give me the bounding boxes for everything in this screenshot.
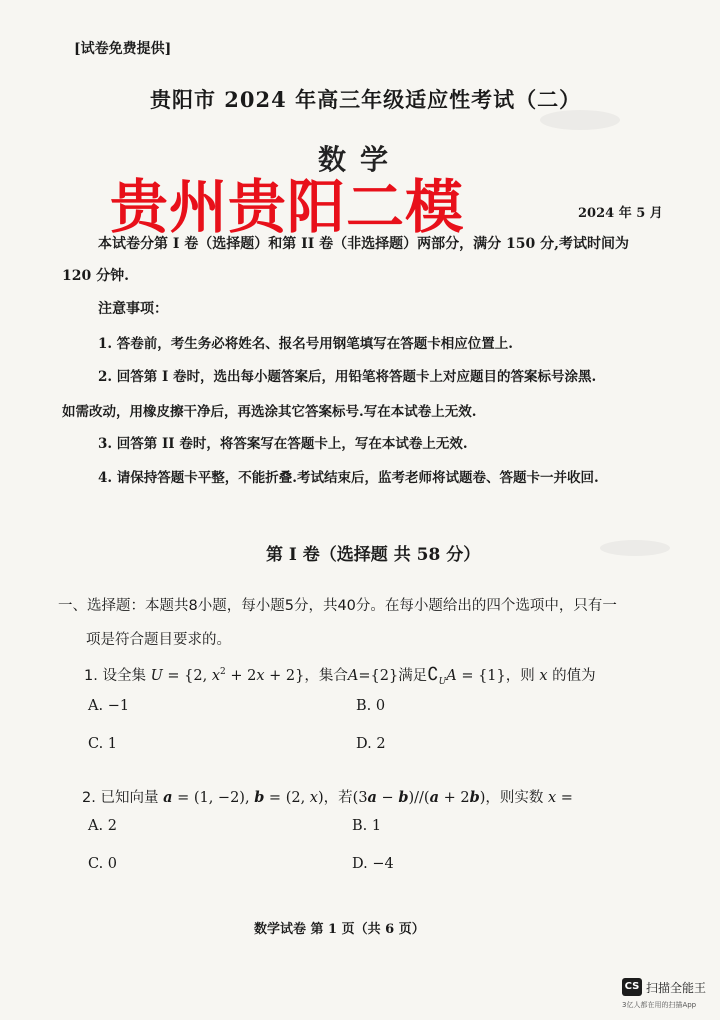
- notice-item-3: 3. 回答第 II 卷时，将答案写在答题卡上，写在本试卷上无效.: [98, 436, 468, 452]
- notice-heading: 注意事项：: [98, 301, 168, 317]
- subject-title: 数学: [318, 143, 403, 176]
- camscanner-tagline: 3亿人都在用的扫描App: [622, 1001, 697, 1009]
- option-1c[interactable]: C. 1: [88, 736, 118, 752]
- page-footer: 数学试卷 第 1 页（共 6 页）: [254, 922, 425, 937]
- free-tag: [试卷免费提供]: [74, 41, 172, 57]
- exam-title: 贵阳市 2024 年高三年级适应性考试（二）: [150, 87, 582, 112]
- question-1-stem: 1. 设全集 U = {2, $x^2 + 2x + 2$}，集合A={2}满足$∁_UA = \{1\}$，则 x 的值为: [84, 664, 596, 687]
- section-instruction-2: 项是符合题目要求的。: [86, 632, 231, 648]
- question-2-stem: 2. 已知向量 a = (1, −2), b = (2, x)，若(3a − b)//(a + 2b)，则实数 x =: [82, 789, 573, 806]
- notice-item-2: 2. 回答第 I 卷时，选出每小题答案后，用铅笔将答题卡上对应题目的答案标号涂黑.: [98, 369, 597, 385]
- section-instruction-1: 一、选择题：本题共8小题，每小题5分，共40分。在每小题给出的四个选项中，只有一: [58, 598, 617, 614]
- option-2a[interactable]: A. 2: [88, 818, 117, 834]
- intro-line-2: 120 分钟.: [62, 268, 129, 284]
- camscanner-name: 扫描全能王: [646, 981, 707, 995]
- camscanner-logo-icon: CS: [622, 978, 642, 996]
- intro-line-1: 本试卷分第 I 卷（选择题）和第 II 卷（非选择题）两部分，满分 150 分,考试时间为: [98, 236, 629, 252]
- notice-item-4: 4. 请保持答题卡平整，不能折叠.考试结束后，监考老师将试题卷、答题卡一并收回.: [98, 470, 599, 486]
- option-1b[interactable]: B. 0: [356, 698, 386, 714]
- exam-date: 2024 年 5 月: [578, 206, 663, 221]
- option-2b[interactable]: B. 1: [352, 818, 382, 834]
- option-1a[interactable]: A. −1: [88, 698, 130, 714]
- option-2c[interactable]: C. 0: [88, 856, 118, 872]
- option-1d[interactable]: D. 2: [356, 736, 386, 752]
- scan-smudge: [600, 540, 670, 556]
- red-banner: 贵州贵阳二模: [110, 173, 465, 241]
- notice-item-1: 1. 答卷前，考生务必将姓名、报名号用钢笔填写在答题卡相应位置上.: [98, 336, 513, 352]
- part-1-heading: 第 I 卷（选择题 共 58 分）: [266, 545, 481, 565]
- notice-item-2-cont: 如需改动，用橡皮擦干净后，再选涂其它答案标号.写在本试卷上无效.: [62, 404, 477, 420]
- option-2d[interactable]: D. −4: [352, 856, 394, 872]
